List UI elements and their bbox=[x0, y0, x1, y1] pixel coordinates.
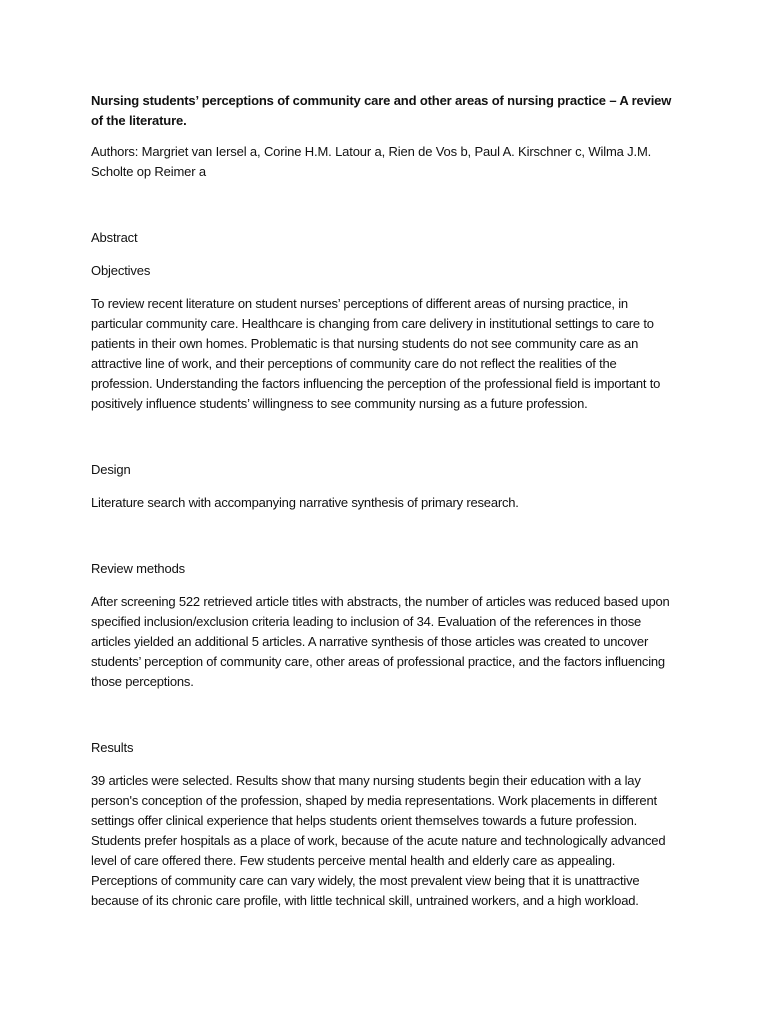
design-heading: Design bbox=[91, 462, 131, 477]
abstract-heading: Abstract bbox=[91, 230, 138, 245]
document-title: Nursing students’ perceptions of community care and other areas of nursing practice – A review of the literature. bbox=[91, 93, 672, 128]
design-text: Literature search with accompanying narrative synthesis of primary research. bbox=[91, 495, 519, 510]
results-heading: Results bbox=[91, 740, 134, 755]
review-methods-text: After screening 522 retrieved article titles with abstracts, the number of articles was reduced based upon specified inclusion/exclusion criteria leading to inclusion of 34. Evaluation of the references in those articles yielded an additional 5 articles. A narrative synthesis of those articles was created to uncover students’ perception of community care, other areas of professional practice, and the factors influencing those perceptions. bbox=[91, 594, 670, 689]
objectives-text: To review recent literature on student nurses’ perceptions of different areas of nursing practice, in particular community care. Healthcare is changing from care delivery in institutional settings to care to patients in their own homes. Problematic is that nursing students do not see community care as an attractive line of work, and their perceptions of community care do not reflect the realities of the profession. Understanding the factors influencing the perception of the professional field is important to positively influence students’ willingness to see community nursing as a future profession. bbox=[91, 296, 661, 411]
review-methods-heading: Review methods bbox=[91, 561, 185, 576]
results-text: 39 articles were selected. Results show that many nursing students begin their education with a lay person's conception of the profession, shaped by media representations. Work placements in different settings offer clinical experience that helps students orient themselves towards a future profession. Students prefer hospitals as a place of work, because of the acute nature and technologically advanced level of care offered there. Few students perceive mental health and elderly care as appealing. Perceptions of community care can vary widely, the most prevalent view being that it is unattractive because of its chronic care profile, with little technical skill, untrained workers, and a high workload. bbox=[91, 773, 666, 908]
objectives-heading: Objectives bbox=[91, 263, 151, 278]
author-list: Authors: Margriet van Iersel a, Corine H.M. Latour a, Rien de Vos b, Paul A. Kirschner c, Wilma J.M. Scholte op Reimer a bbox=[91, 144, 652, 179]
document-page bbox=[91, 91, 681, 911]
